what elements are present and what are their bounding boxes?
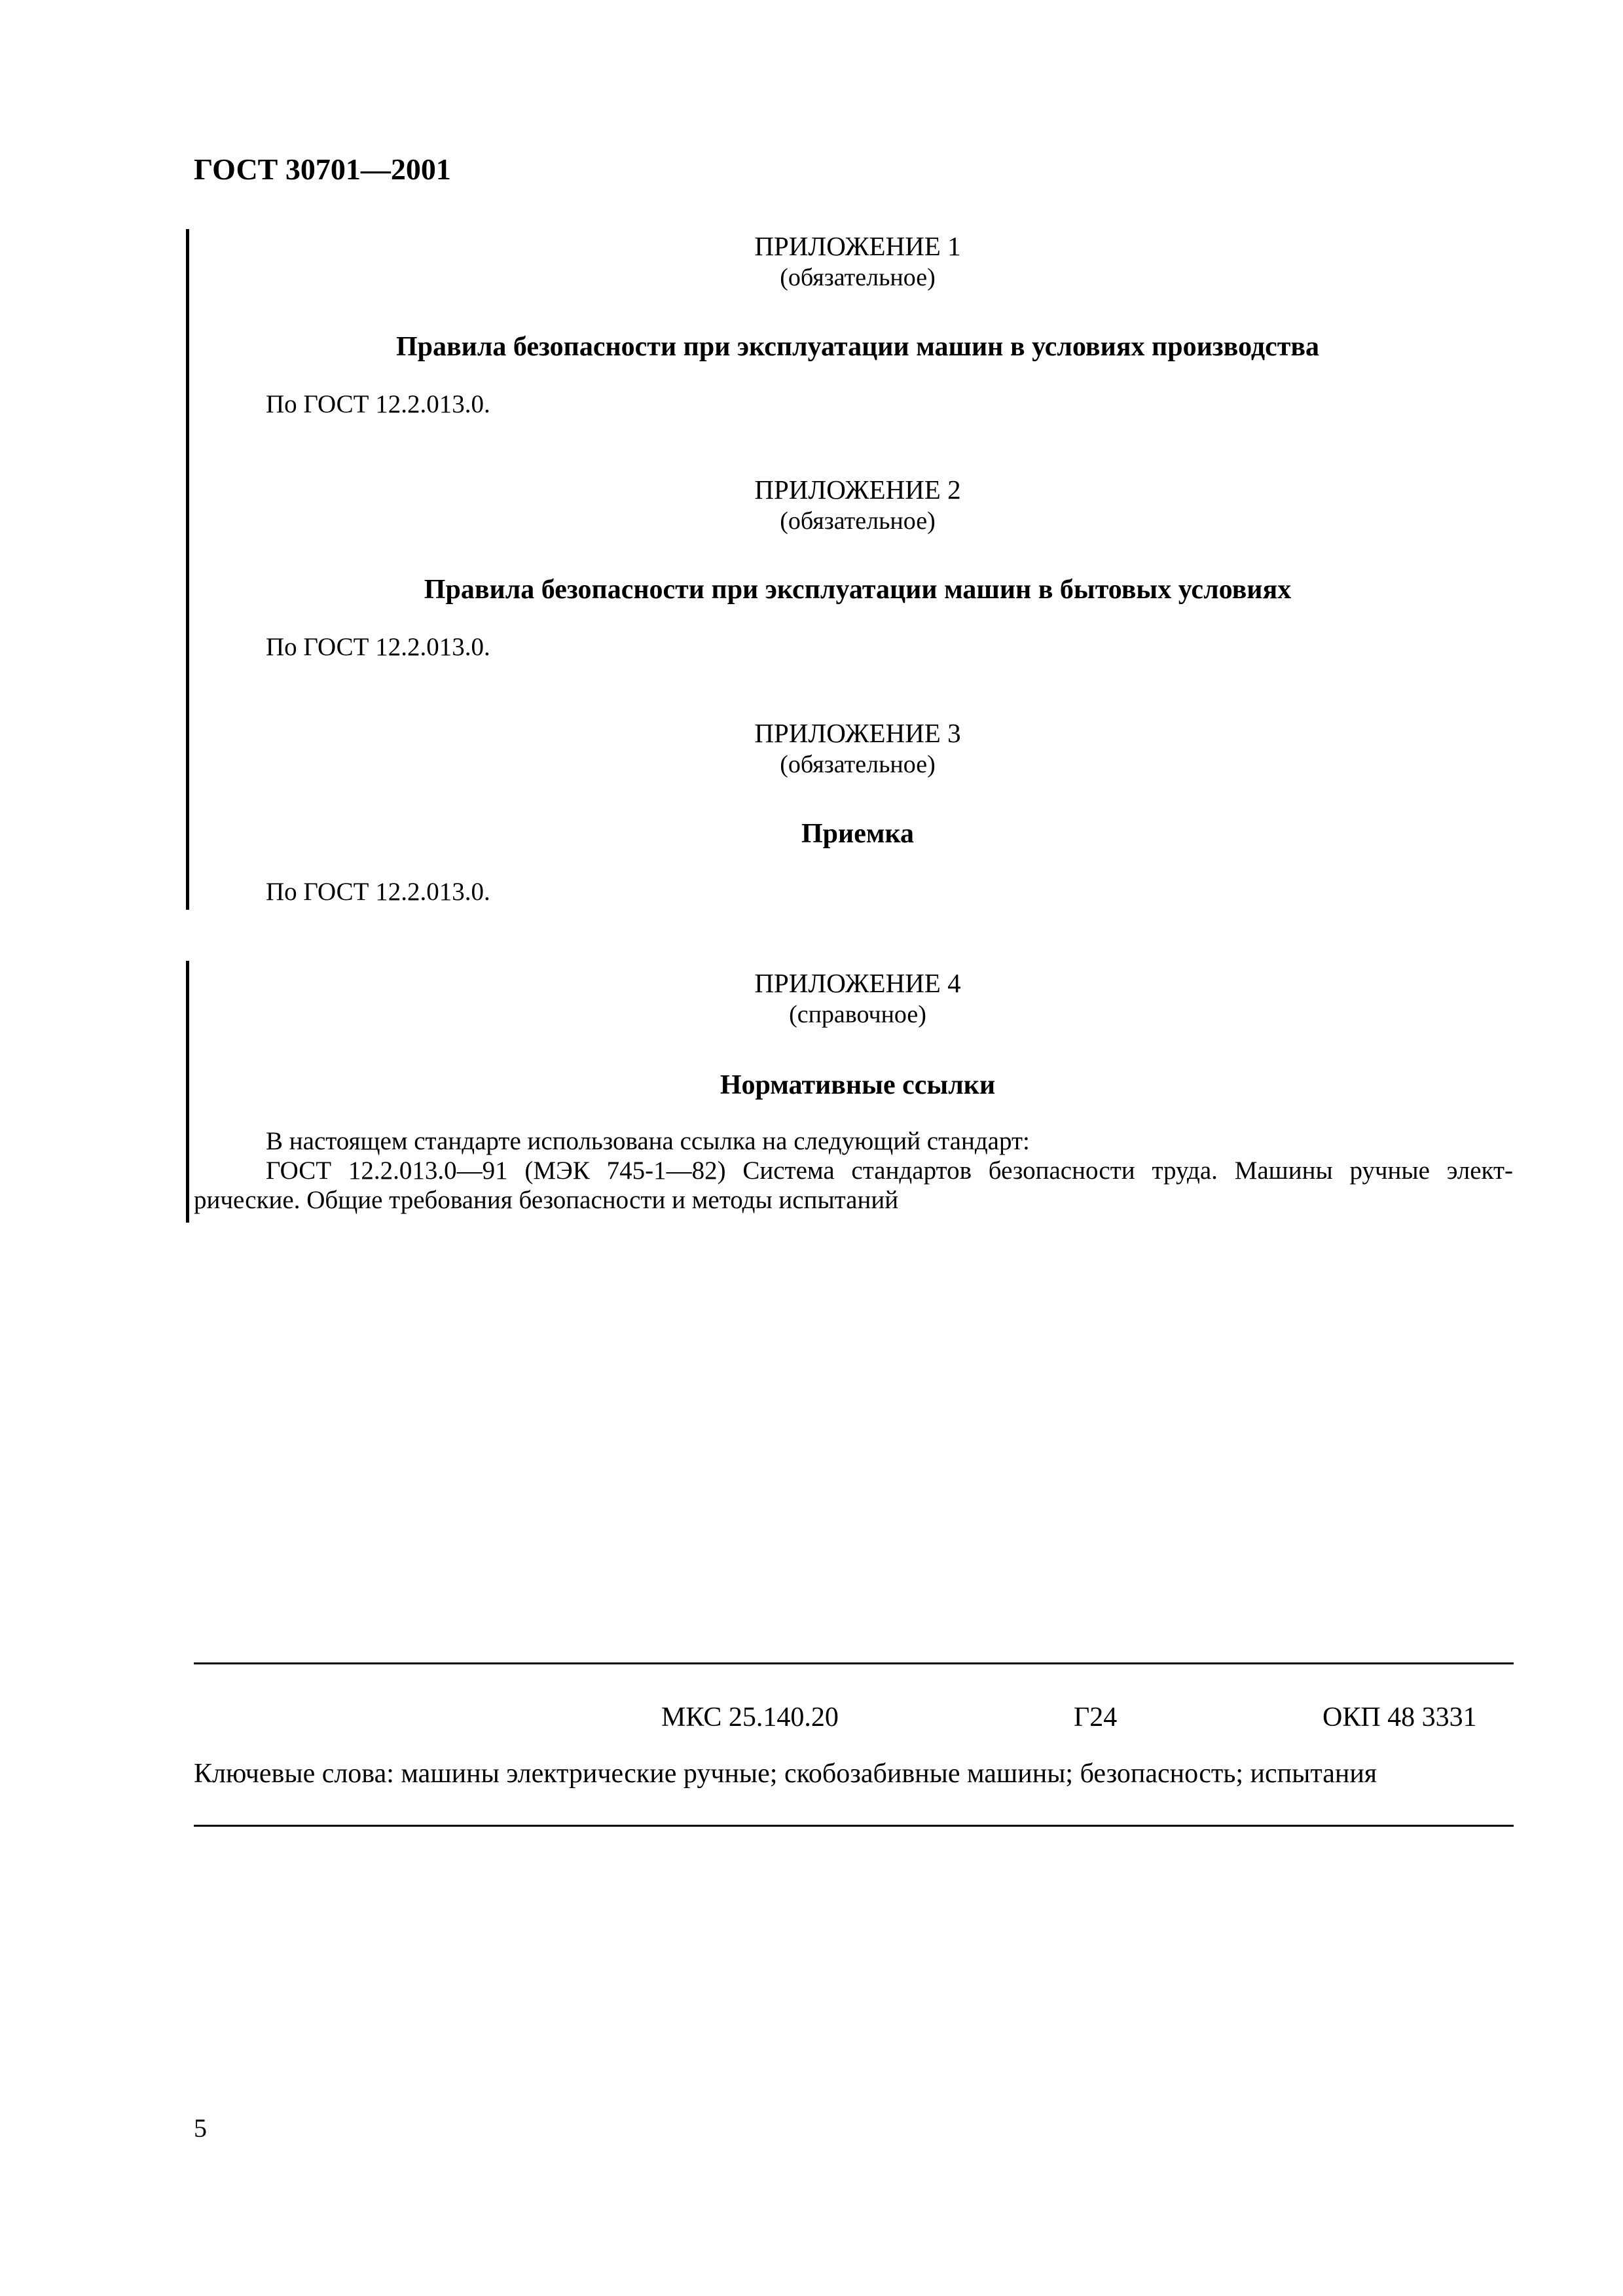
appendix-caption: ПРИЛОЖЕНИЕ 1 xyxy=(754,231,961,261)
appendix-body: По ГОСТ 12.2.013.0. xyxy=(266,878,490,906)
appendix-body-line: В настоящем стандарте использована ссылка на следующий стандарт: xyxy=(266,1127,1030,1155)
footer-keywords: Ключевые слова: машины электрические ручные; скобозабивные машины; безопасность; испытания xyxy=(194,1759,1377,1789)
appendix-body-line: рические. Общие требования безопасности и методы испытаний xyxy=(194,1186,899,1214)
footer-okp: ОКП 48 3331 xyxy=(1322,1702,1477,1732)
appendix-status: (обязательное) xyxy=(780,507,936,535)
footer-rule-bottom xyxy=(194,1825,1514,1827)
footer-rule-top xyxy=(194,1662,1514,1664)
appendix-title: Правила безопасности при эксплуатации машин в бытовых условиях xyxy=(424,575,1292,605)
appendix-title: Правила безопасности при эксплуатации машин в условиях производства xyxy=(395,332,1320,362)
appendix-caption: ПРИЛОЖЕНИЕ 2 xyxy=(754,475,961,505)
appendix-caption: ПРИЛОЖЕНИЕ 4 xyxy=(754,968,961,998)
change-bar xyxy=(186,961,189,1223)
appendix-body: По ГОСТ 12.2.013.0. xyxy=(266,390,490,418)
appendix-title: Приемка xyxy=(801,819,915,849)
document-header: ГОСТ 30701—2001 xyxy=(194,152,451,186)
change-bar xyxy=(186,229,189,910)
footer-mks: МКС 25.140.20 xyxy=(661,1702,839,1732)
appendix-status: (справочное) xyxy=(789,1001,926,1028)
appendix-body-line: ГОСТ 12.2.013.0—91 (МЭК 745-1—82) Система стандартов безопасности труда. Машины ручные элект- xyxy=(266,1157,1513,1185)
page-number: 5 xyxy=(194,2113,207,2143)
appendix-title: Нормативные ссылки xyxy=(720,1070,996,1100)
appendix-status: (обязательное) xyxy=(780,751,936,778)
appendix-caption: ПРИЛОЖЕНИЕ 3 xyxy=(754,718,961,748)
footer-group: Г24 xyxy=(1074,1702,1118,1732)
appendix-status: (обязательное) xyxy=(780,264,936,291)
appendix-body: По ГОСТ 12.2.013.0. xyxy=(266,633,490,661)
